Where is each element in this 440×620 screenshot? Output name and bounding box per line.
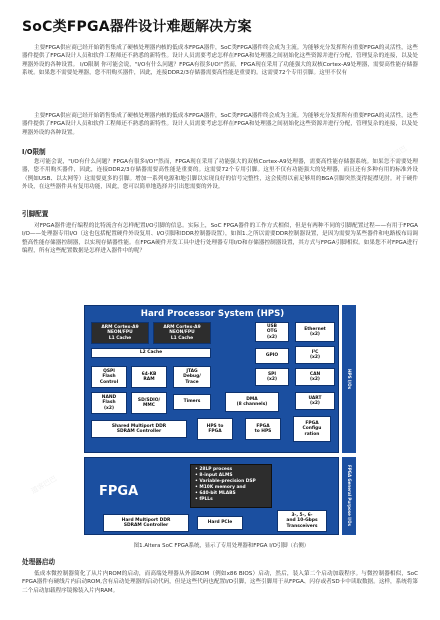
- sdram-controller-block: Shared Multiport DDR SDRAM Controller: [91, 420, 187, 438]
- arm-core-1-block: ARM Cortex-A9 NEON/FPU L1 Cache: [91, 322, 149, 344]
- hps-title: Hard Processor System (HPS): [140, 309, 285, 319]
- ethernet-block: Ethernet (x2): [295, 322, 335, 342]
- intro-paragraph-2: 主要FPGA供应商已经开始销售集成了硬核处理器内核的低成本FPGA器件，SoC类FPGA器件终会成为主流。为能够充分发挥所有重要FPGA的灵活性，这些器件提供了FPGA设计人员和软件工程师还不熟悉的新特性。设计人员需要考虑怎样在FPGA和处理器之间初始化这些资源并进行分配，管理复杂的连接，以及处理器外设的各种设置。: [22, 113, 418, 136]
- l2-cache-block: L2 Cache: [91, 348, 211, 358]
- uart-block: UART (x2): [295, 392, 335, 410]
- hard-ddr-controller-block: Hard Multiport DDR SDRAM Controller: [103, 514, 189, 532]
- section-boot-body: 低成本微控制器简化了从片内ROM的启动，而高端处理器从外部ROM（例如x86 BIOS）启动，然后，装入第二个启动加载程序。与微控制器相似，SoC FPGA器件有硬线片内启动ROM,含有启动处理器的启动代码，但是这些代码也配置I/O引脚，这些引脚用于从FPGA、闪存或者SD卡中读取数据。这样，系统将第二个启动加载程序镜像装入片内RAM。: [22, 571, 418, 594]
- timers-block: Timers: [173, 394, 211, 410]
- section-pins-body: 对FPGA器件进行编程的比特流含有怎样配置I/O引脚的信息。实际上，SoC FPGA器件的工作方式相似，但是有两种不同的引脚配置过程——有用于FPGA I/O——处理器专用I/O（这也包括配置硬件外设复用、I/O引脚和DDR控制器设置），如图1.之所以需要DDR控制器设置，是因为需要为某些器件和电路板布局调整高性能存储器控制器，以实现存储器性能。在FPGA硬件开发工具中进行处理器专用I/O和存储器控制器设置，其方式与FPGA引脚相似。如果您不对FPGA进行编程，所有这些配置数据是怎样进入器件中的呢？: [22, 223, 418, 255]
- feature-item: • 640-bit MLABS: [195, 491, 267, 497]
- fpga-title: FPGA: [99, 484, 139, 499]
- hps-io-label: HPS I/Os: [342, 305, 356, 453]
- usb-block: USB OTG (x2): [255, 322, 289, 342]
- watermark: 道客巴巴: [379, 144, 409, 166]
- section-io-body: 您可能会说，"I/O有什么问题？FPGA有很多I/O!"然而，FPGA现在采用了功能强大的双核Cortex-A9处理器，需要高性能存储器系统。如果您不需要处理器，您不用购买器件，因此，连接DDR2/3存储器需要高性能是重要的。这需要72个专用引脚。这里不仅有功能强大的处理器，而且还有多种有用的标准外设（例如USB、以太网等）这需要更多的引脚。增加一系列电源和地引脚以实现良好的信号完整性，这会使得以前足够用的BGA引脚突然变得捉襟见肘。对于硬件外设，在这些器件具有复用功能，因此，您可以简单地选择并引出您需要的外设。: [22, 159, 418, 191]
- arm-core-2-block: ARM Cortex-A9 NEON/FPU L1 Cache: [153, 322, 211, 344]
- soc-fpga-block-diagram: [84, 305, 359, 549]
- can-block: CAN (x2): [295, 368, 335, 386]
- hps-region: [84, 305, 339, 453]
- intro-paragraph-1: 主要FPGA供应商已经开始销售集成了硬核处理器内核的低成本FPGA器件，SoC类FPGA器件终会成为主流。为能够充分发挥所有重要FPGA的灵活性，这些器件提供了FPGA设计人员和软件工程师还不熟悉的新特性。设计人员需要考虑怎样在FPGA和处理器之间初始化这些资源并进行分配，管理复杂的连接，以及处理器外设的各种设置。 I/O限制 你可能会说，"I/O有什么问题？FPGA有很多I/O!"然而，FPGA现在采用了功能强大的双核Cortex-A9处理器，需要高性能存储器系统。如果您不需要处理器，您不用购买器件，因此，连接DDR2/3存储器需要高性能是重要的。这需要72个专用引脚。这里不仅有: [22, 45, 418, 77]
- fpga-region: [84, 457, 339, 535]
- feature-item: • fPLLs: [195, 497, 267, 503]
- fpga-io-label: FPGA General Purpose I/Os: [342, 457, 356, 535]
- section-boot-heading: 处理器启动: [22, 558, 55, 566]
- hps-to-fpga-block: HPS to FPGA: [197, 418, 233, 440]
- spi-block: SPI (x2): [255, 368, 289, 386]
- i2c-block: I²C (x2): [295, 346, 335, 364]
- nand-block: NAND Flash (x2): [91, 392, 127, 414]
- feature-item: • 8-input ALMS: [195, 473, 267, 479]
- feature-item: • Variable-precision DSP: [195, 479, 267, 485]
- section-io-heading: I/O限制: [22, 148, 46, 156]
- gpio-block: GPIO: [255, 348, 289, 364]
- feature-item: • M10K memory and: [195, 485, 267, 491]
- qspi-block: QSPI Flash Control: [91, 366, 127, 388]
- fpga-to-hps-block: FPGA to HPS: [245, 418, 281, 440]
- sdmmc-block: SD/SDIO/ MMC: [131, 392, 167, 414]
- feature-item: • 28LP process: [195, 467, 267, 473]
- section-pins-heading: 引脚配置: [22, 210, 49, 218]
- hard-pcie-block: Hard PCIe: [197, 516, 243, 530]
- watermark: 道客巴巴: [29, 474, 59, 496]
- fpga-feature-list: [190, 464, 272, 508]
- jtag-block: JTAG Debug/ Trace: [173, 366, 211, 388]
- fpga-config-block: FPGA Configu ration: [293, 416, 331, 442]
- figure-caption: 图1.Altera SoC FPGA系统，显示了专用处理器和FPGA I/O引脚（右侧）: [133, 543, 310, 549]
- dma-block: DMA (8 channels): [225, 392, 279, 412]
- page-title: SoC类FPGA器件设计难题解决方案: [22, 19, 252, 35]
- ram-block: 64-KB RAM: [131, 366, 167, 388]
- transceivers-block: 3-, 5-, 6- and 10-Gbps Transceivers: [277, 510, 327, 532]
